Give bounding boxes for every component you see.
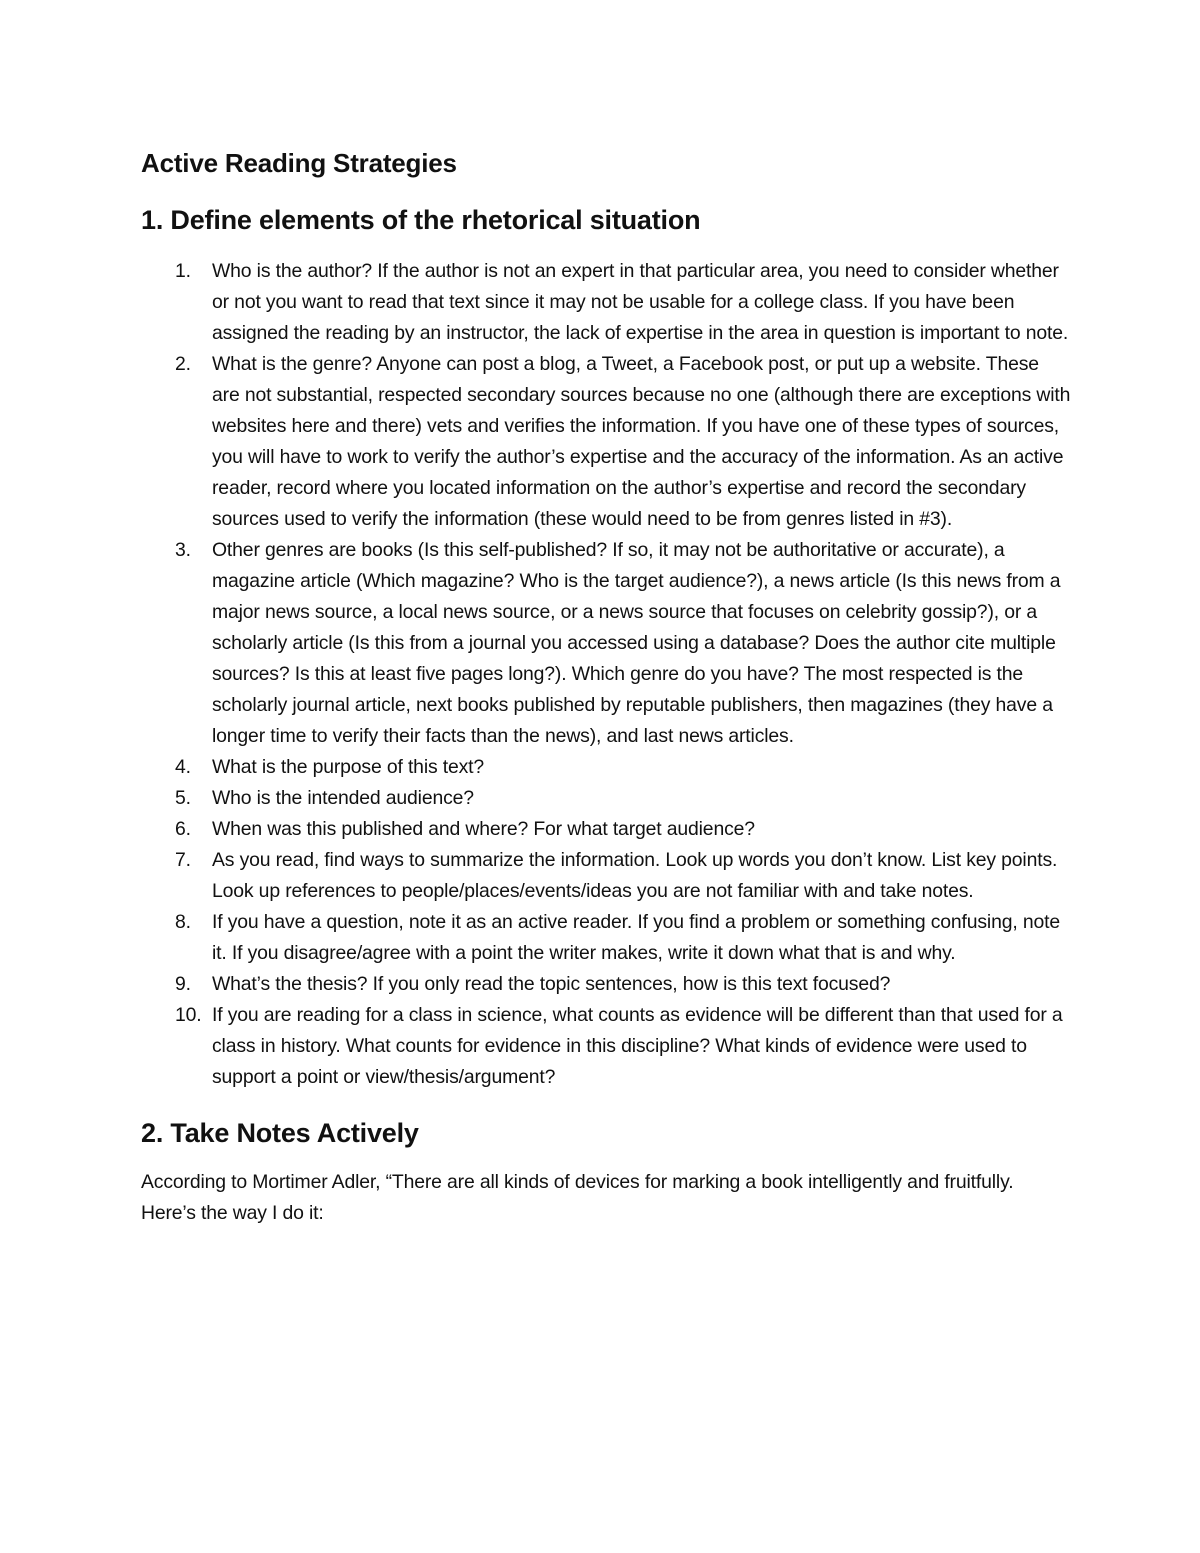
list-item (141, 1000, 1071, 1093)
list-item-text: If you have a question, note it as an active reader. If you find a problem or something confusing, note it. If you disagree/agree with a point the writer makes, write it down what that is and why. (212, 911, 1060, 964)
list-item-number: 1. (175, 260, 191, 282)
list-item-number: 2. (175, 353, 191, 375)
list-item-text: If you are reading for a class in science, what counts as evidence will be different than that used for a class in history. What counts for evidence in this discipline? What kinds of evidence were used to support a point or view/thesis/argument? (212, 1004, 1063, 1088)
list-item-number: 10. (175, 1004, 202, 1026)
section-heading-take-notes: 2. Take Notes Actively (141, 1118, 419, 1148)
list-item (141, 907, 1071, 969)
list-item-text: What is the purpose of this text? (212, 756, 485, 778)
list-item-number: 6. (175, 818, 191, 840)
list-item-text: Who is the intended audience? (212, 787, 474, 809)
list-item-text: Who is the author? If the author is not an expert in that particular area, you need to consider whether or not you want to read that text since it may not be usable for a college class. If you have been assigned the reading by an instructor, the lack of expertise in the area in question is important to note. (212, 260, 1069, 344)
list-item-text: What’s the thesis? If you only read the topic sentences, how is this text focused? (212, 973, 891, 995)
list-item (141, 535, 1071, 752)
document-title: Active Reading Strategies (141, 148, 457, 178)
list-item (141, 256, 1071, 349)
list-item-text: Other genres are books (Is this self-published? If so, it may not be authoritative or accurate), a magazine article (Which magazine? Who is the target audience?), a news article (Is this news from a major news source, a local news source, or a news source that focuses on celebrity gossip?), or a scholarly article (Is this from a journal you accessed using a database? Does the author cite multiple sources? Is this at least five pages long?). Which genre do you have? The most respected is the scholarly journal article, next books published by reputable publishers, then magazines (they have a longer time to verify their facts than the news), and last news articles. (212, 539, 1061, 747)
rhetorical-questions-list (141, 256, 1071, 1093)
list-item-text: As you read, find ways to summarize the information. Look up words you don’t know. List key points. Look up references to people/places/events/ideas you are not familiar with and take notes. (212, 849, 1058, 902)
list-item (141, 752, 1071, 783)
list-item (141, 969, 1071, 1000)
list-item-number: 3. (175, 539, 191, 561)
list-item-text: What is the genre? Anyone can post a blog, a Tweet, a Facebook post, or put up a website. These are not substantial, respected secondary sources because no one (although there are exceptions with websites here and there) vets and verifies the information. If you have one of these types of sources, you will have to work to verify the author’s expertise and the accuracy of the information. As an active reader, record where you located information on the author’s expertise and record the secondary sources used to verify the information (these would need to be from genres listed in #3). (212, 353, 1071, 530)
list-item-number: 4. (175, 756, 191, 778)
list-item (141, 349, 1071, 535)
list-item-number: 5. (175, 787, 191, 809)
list-item-text: When was this published and where? For what target audience? (212, 818, 755, 840)
list-item (141, 845, 1071, 907)
document-content (141, 144, 1071, 1229)
list-item-number: 7. (175, 849, 191, 871)
list-item (141, 783, 1071, 814)
list-item-number: 9. (175, 973, 191, 995)
adler-quote-paragraph: According to Mortimer Adler, “There are all kinds of devices for marking a book intelligently and fruitfully. Here’s the way I do it: (141, 1171, 1014, 1224)
section-heading-rhetorical-situation: 1. Define elements of the rhetorical situation (141, 205, 701, 235)
list-item (141, 814, 1071, 845)
list-item-number: 8. (175, 911, 191, 933)
